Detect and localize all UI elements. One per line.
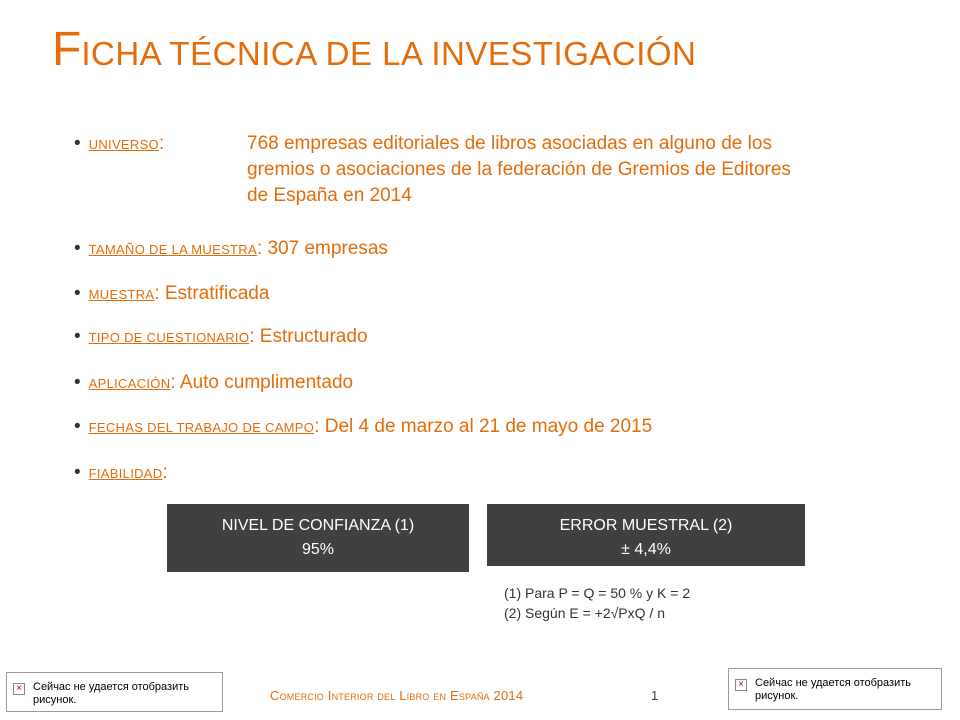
fechas-value: : Del 4 de marzo al 21 de mayo de 2015 xyxy=(314,416,653,437)
page-number: 1 xyxy=(651,688,659,703)
confianza-box xyxy=(167,504,469,572)
tipo-value: : Estructurado xyxy=(249,326,368,347)
fechas-label: FECHAS DEL TRABAJO DE CAMPO xyxy=(88,420,315,435)
bullet-dot: • xyxy=(74,326,81,347)
bullet-tamano xyxy=(74,236,388,263)
footnotes xyxy=(504,583,690,623)
placeholder-message: Сейчас не удается отобразить рисунок. xyxy=(755,677,911,702)
bullet-dot: • xyxy=(74,372,81,393)
confianza-value: 95% xyxy=(301,541,335,558)
tipo-label: TIPO DE CUESTIONARIO xyxy=(88,330,250,345)
title-rest: ICHA TÉCNICA DE LA INVESTIGACIÓN xyxy=(81,35,697,72)
bullet-dot: • xyxy=(74,238,81,259)
bullet-dot: • xyxy=(74,462,81,483)
bullet-universo xyxy=(74,131,164,158)
bullet-muestra xyxy=(74,281,269,308)
placeholder-message: Сейчас не удается отобразить рисунок. xyxy=(33,681,189,706)
aplicacion-value: : Auto cumplimentado xyxy=(170,372,354,393)
tamano-label: TAMAÑO DE LA MUESTRA xyxy=(88,242,257,257)
fiabilidad-value: : xyxy=(162,462,168,483)
bullet-fiabilidad xyxy=(74,460,168,487)
universo-line-2: gremios o asociaciones de la federación de Gremios de Editores xyxy=(247,159,791,180)
error-box xyxy=(487,504,805,566)
tamano-value: : 307 empresas xyxy=(256,238,388,259)
image-placeholder-right xyxy=(728,668,942,710)
error-value: ± 4,4% xyxy=(621,541,671,558)
bullet-aplicacion xyxy=(74,370,353,397)
bullet-dot: • xyxy=(74,133,81,154)
title-initial: F xyxy=(52,23,82,76)
bullet-tipo xyxy=(74,324,368,351)
bullet-fechas xyxy=(74,414,652,441)
fiabilidad-label: FIABILIDAD xyxy=(88,466,163,481)
note-1: (1) Para P = Q = 50 % y K = 2 xyxy=(504,585,691,601)
page-title xyxy=(52,18,696,84)
universo-line-3: de España en 2014 xyxy=(247,185,412,206)
muestra-label: MUESTRA xyxy=(88,287,155,302)
broken-image-icon: × xyxy=(735,679,747,691)
aplicacion-label: APLICACIÓN xyxy=(88,376,171,391)
universo-line-1: 768 empresas editoriales de libros asociadas en alguno de los xyxy=(247,133,772,154)
universo-text xyxy=(247,131,887,209)
error-title: ERROR MUESTRAL (2) xyxy=(559,517,733,534)
footer-text: Comercio Interior del Libro en España 2014 xyxy=(270,688,524,703)
note-2: (2) Según E = +2√PxQ / n xyxy=(504,605,665,621)
confianza-title: NIVEL DE CONFIANZA (1) xyxy=(221,517,415,534)
image-placeholder-left xyxy=(6,672,223,712)
universo-sep: : xyxy=(158,133,165,154)
muestra-value: : Estratificada xyxy=(154,283,270,304)
broken-image-icon: × xyxy=(13,683,25,695)
universo-label: UNIVERSO xyxy=(88,137,159,152)
bullet-dot: • xyxy=(74,416,81,437)
bullet-dot: • xyxy=(74,283,81,304)
